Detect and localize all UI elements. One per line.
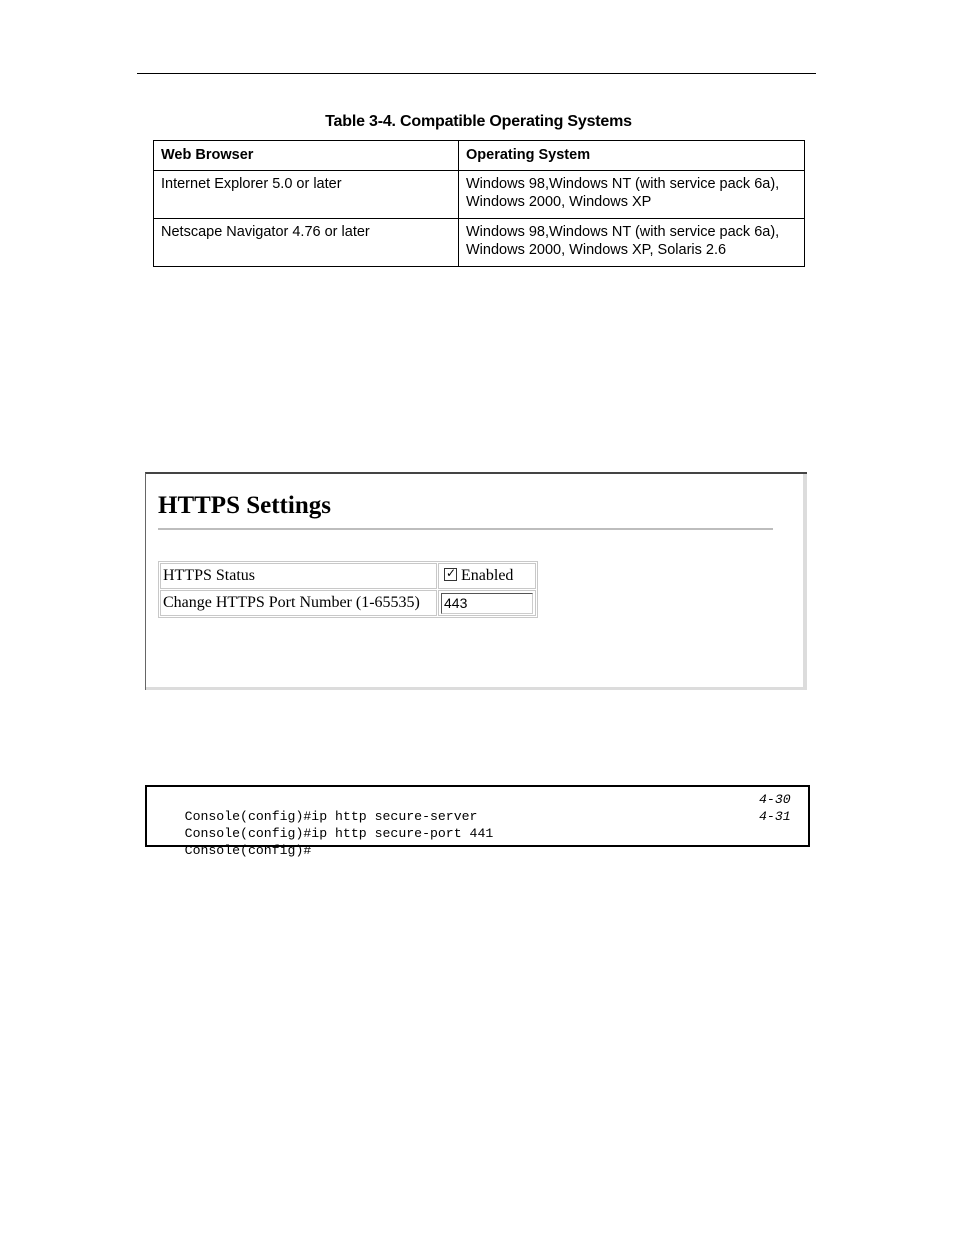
https-port-input[interactable]: 443 (441, 593, 533, 614)
browser-cell: Internet Explorer 5.0 or later (154, 171, 459, 219)
console-line (153, 808, 808, 841)
https-status-label: HTTPS Status (160, 563, 437, 589)
os-line: Windows 2000, Windows XP, Solaris 2.6 (466, 242, 727, 258)
console-command: Console(config)# (184, 843, 312, 858)
os-cell (459, 171, 805, 219)
os-line: Windows 2000, Windows XP (466, 194, 652, 210)
https-status-row (160, 563, 536, 589)
table-header-row (154, 141, 805, 171)
console-command: Console(config)#ip http secure-port 441 (184, 826, 494, 841)
console-example (145, 785, 810, 858)
https-status-value (438, 563, 536, 589)
column-header-web-browser: Web Browser (154, 141, 459, 171)
https-settings-title: HTTPS Settings (158, 492, 331, 519)
https-settings-form (158, 561, 538, 618)
header-rule (137, 73, 816, 74)
enabled-label: Enabled (461, 567, 514, 584)
command-reference: 4-30 (759, 792, 791, 807)
console-line (153, 825, 808, 858)
https-enabled-checkbox[interactable] (444, 568, 457, 581)
panel-scroll-edge (803, 474, 807, 690)
compatible-os-table (153, 140, 805, 267)
os-line: Windows 98,Windows NT (with service pack 6a), (466, 224, 780, 240)
panel-bottom-edge (146, 687, 807, 690)
title-divider (158, 528, 773, 530)
https-port-row (160, 590, 536, 616)
table-row (154, 219, 805, 267)
console-command: Console(config)#ip http secure-server (184, 809, 478, 824)
column-header-operating-system: Operating System (459, 141, 805, 171)
https-port-value (438, 590, 536, 616)
checkmark-icon: ✓ (446, 566, 457, 580)
command-reference: 4-31 (759, 809, 791, 824)
os-line: Windows 98,Windows NT (with service pack 6a), (466, 176, 780, 192)
browser-cell: Netscape Navigator 4.76 or later (154, 219, 459, 267)
os-cell (459, 219, 805, 267)
table-caption: Table 3-4. Compatible Operating Systems (325, 113, 632, 130)
table-row (154, 171, 805, 219)
https-port-label: Change HTTPS Port Number (1-65535) (160, 590, 437, 616)
https-settings-screenshot (145, 472, 807, 690)
